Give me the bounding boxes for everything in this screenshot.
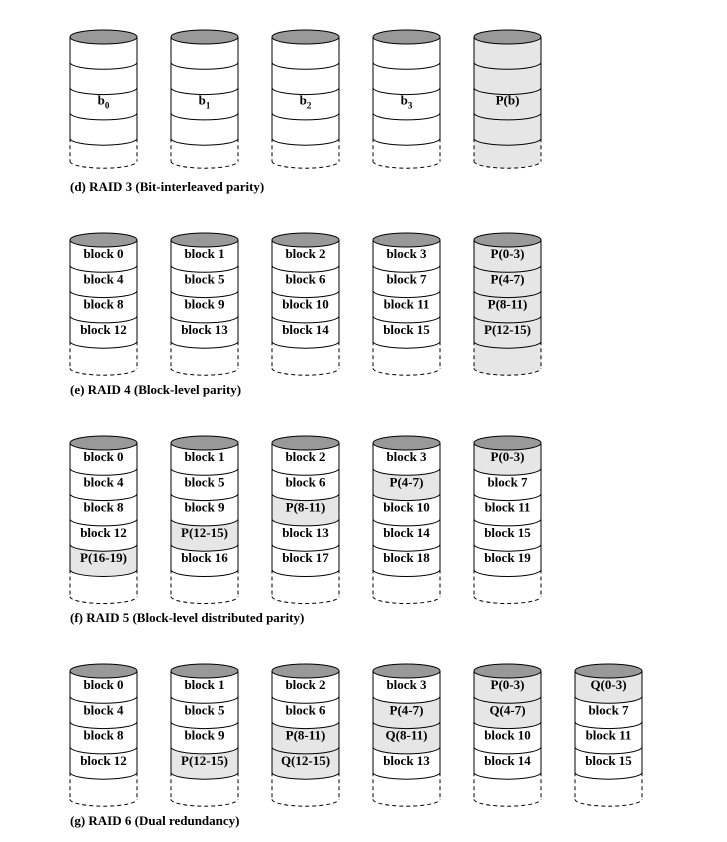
parity-block-label: P(8-11) [487,296,528,312]
raid3-disk-label [199,93,211,111]
disk-top-cap [474,664,541,678]
data-block-label: block 11 [484,499,531,515]
data-block-label: block 2 [285,449,326,464]
disk-top-cap [171,233,238,247]
raid3-disk-label-base: b [299,92,307,108]
raid3-disk-label-base: b [400,92,408,108]
raid6-disk-2 [272,664,339,806]
raid3-disk-label [496,93,520,108]
block-separator [171,62,238,69]
disk-top-cap [171,436,238,450]
data-block-label: block 13 [181,321,228,337]
block-separator [474,570,541,577]
data-block-label: block 7 [487,474,528,490]
data-block-label: block 9 [184,499,225,515]
raid6-disk-1 [171,664,238,806]
raid3-disk-1 [171,30,238,168]
parity-block-label: P(16-19) [80,550,127,566]
data-block-label: block 11 [585,727,632,743]
data-block-label: block 13 [383,752,430,768]
disk-top-cap [474,233,541,247]
parity-block-label: P(0-3) [490,449,525,464]
raid4-disk-1 [171,233,238,375]
raid3-disk-4 [474,30,541,168]
data-block-label: block 10 [282,296,329,312]
raid5-disk-0 [70,436,137,603]
block-separator [272,341,339,348]
block-separator [171,570,238,577]
data-block-label: block 12 [80,321,127,337]
raid4-disk-2 [272,233,339,375]
raid3-caption: (d) RAID 3 (Bit-interleaved parity) [70,179,265,194]
parity-block-label: P(4-7) [389,474,424,490]
data-block-label: block 0 [83,677,124,692]
raid4-disk-4 [474,233,541,375]
raid4-disk-3 [373,233,440,375]
disk-top-cap [70,30,137,44]
raid3-disk-0 [70,30,137,168]
disk-top-cap [70,436,137,450]
raid4-caption: (e) RAID 4 (Block-level parity) [70,382,242,397]
data-block-label: block 16 [181,550,228,566]
parity-block-label: P(12-15) [181,752,228,768]
parity-block-label: P(0-3) [490,246,525,261]
data-block-label: block 7 [386,271,427,287]
disk-top-cap [373,436,440,450]
raid5-disk-3 [373,436,440,604]
raid3-disk-label-base: P(b) [495,92,520,108]
raid5-disk-2 [272,436,339,604]
block-separator [575,772,642,779]
disk-top-cap [373,30,440,44]
disk-bottom-dashed [373,799,440,806]
disk-top-cap [373,233,440,247]
block-separator [70,62,137,69]
disk-bottom-dashed [272,597,339,604]
disk-bottom-dashed [70,799,137,806]
disk-bottom-dashed [70,161,137,168]
block-separator [272,62,339,69]
block-separator [272,113,339,120]
raid3-disk-3 [373,30,440,168]
data-block-label: block 14 [282,321,329,337]
raid6-disk-0 [70,664,137,806]
raid5-disk-4 [474,436,541,604]
raid3-group [70,30,541,168]
block-separator [70,113,137,120]
disk-bottom-dashed [373,596,440,603]
block-separator [373,341,440,348]
raid5-disk-1 [171,436,238,604]
data-block-label: block 14 [383,524,430,540]
data-block-label: block 5 [184,474,225,490]
disk-bottom-dashed [171,368,238,375]
data-block-label: block 6 [285,474,326,490]
disk-bottom-dashed [70,597,137,604]
disk-top-cap [272,664,339,678]
disk-top-cap [272,436,339,450]
data-block-label: block 6 [285,702,326,718]
raid6-disk-5 [575,664,642,806]
data-block-label: block 3 [386,246,427,261]
raid5-caption: (f) RAID 5 (Block-level distributed parity) [70,610,305,625]
raid3-disk-label-base: b [97,92,105,108]
disk-top-cap [474,436,541,450]
data-block-label: block 3 [386,677,427,692]
raid6-caption: (g) RAID 6 (Dual redundancy) [70,813,240,828]
disk-bottom-dashed [575,799,642,806]
raid3-disk-2 [272,30,339,168]
disk-bottom-dashed [272,161,339,168]
data-block-label: block 13 [282,524,329,540]
block-separator [171,341,238,348]
data-block-label: block 12 [80,752,127,768]
raid5-group [70,436,541,604]
disk-bottom-dashed [70,368,137,375]
data-block-label: block 4 [83,474,124,490]
data-block-label: block 2 [285,677,326,692]
data-block-label: block 8 [83,296,124,312]
data-block-label: block 6 [285,271,326,287]
disk-top-cap [70,664,137,678]
data-block-label: block 0 [83,449,124,464]
data-block-label: block 18 [383,550,430,566]
block-separator [272,138,339,145]
disk-top-cap [373,664,440,678]
raid3-disk-label [98,93,110,111]
disk-top-cap [171,664,238,678]
raid3-disk-label-sub: 2 [306,100,312,111]
data-block-label: block 4 [83,271,124,287]
data-block-label: block 7 [588,702,629,718]
parity-block-label: Q(8-11) [385,727,428,743]
raid3-disk-label [401,93,413,111]
parity-block-label: P(4-7) [490,271,525,287]
block-separator [70,138,137,145]
disk-bottom-dashed [171,161,238,168]
block-separator [70,772,137,779]
data-block-label: block 12 [80,524,127,540]
raid3-disk-label-sub: 1 [205,100,211,111]
block-separator [171,113,238,120]
data-block-label: block 17 [282,550,329,566]
data-block-label: block 2 [285,246,326,261]
parity-block-label: Q(0-3) [590,677,627,692]
block-separator [70,341,137,348]
disk-top-cap [272,30,339,44]
parity-block-label: Q(4-7) [489,702,526,718]
raid6-disk-4 [474,664,541,806]
disk-bottom-dashed [272,799,339,806]
disk-bottom-dashed [171,799,238,806]
data-block-label: block 15 [585,752,632,768]
disk-bottom-dashed [474,799,541,806]
block-separator [373,772,440,779]
data-block-label: block 5 [184,271,225,287]
data-block-label: block 1 [184,449,225,464]
block-separator [373,62,440,69]
disk-top-cap [575,664,642,678]
data-block-label: block 10 [484,727,531,743]
raid4-group [70,233,541,375]
parity-block-label: P(8-11) [285,499,326,515]
disk-bottom-dashed [272,368,339,375]
data-block-label: block 8 [83,499,124,515]
block-separator [373,570,440,577]
block-separator [474,772,541,779]
data-block-label: block 1 [184,246,225,261]
raid3-disk-label [300,93,312,111]
block-separator [171,138,238,145]
data-block-label: block 4 [83,702,124,718]
parity-block-label: Q(12-15) [280,752,331,768]
block-separator [373,138,440,145]
raid3-disk-label-sub: 0 [104,100,110,111]
data-block-label: block 15 [484,524,531,540]
disk-bottom-dashed [171,597,238,604]
data-block-label: block 15 [383,321,430,337]
disk-bottom-dashed [373,161,440,168]
raid6-disk-3 [373,664,440,806]
block-separator [272,570,339,577]
data-block-label: block 14 [484,752,531,768]
disk-bottom-dashed [373,368,440,375]
data-block-label: block 3 [386,449,427,464]
data-block-label: block 19 [484,550,531,566]
disk-top-cap [70,233,137,247]
raid6-group [70,664,642,806]
data-block-label: block 5 [184,702,225,718]
disk-bottom-dashed [474,597,541,604]
data-block-label: block 0 [83,246,124,261]
data-block-label: block 9 [184,727,225,743]
block-separator [373,113,440,120]
parity-block-label: P(0-3) [490,677,525,692]
raid3-disk-label-base: b [198,92,206,108]
data-block-label: block 1 [184,677,225,692]
data-block-label: block 10 [383,499,430,515]
raid3-disk-label-sub: 3 [407,100,413,111]
data-block-label: block 8 [83,727,124,743]
parity-block-label: P(12-15) [181,524,228,540]
disk-top-cap [474,30,541,44]
disk-top-cap [171,30,238,44]
parity-block-label: P(12-15) [484,321,531,337]
raid4-disk-0 [70,233,137,375]
parity-block-label: P(8-11) [285,727,326,743]
parity-block-label: P(4-7) [389,702,424,718]
data-block-label: block 11 [383,296,430,312]
disk-top-cap [272,233,339,247]
data-block-label: block 9 [184,296,225,312]
